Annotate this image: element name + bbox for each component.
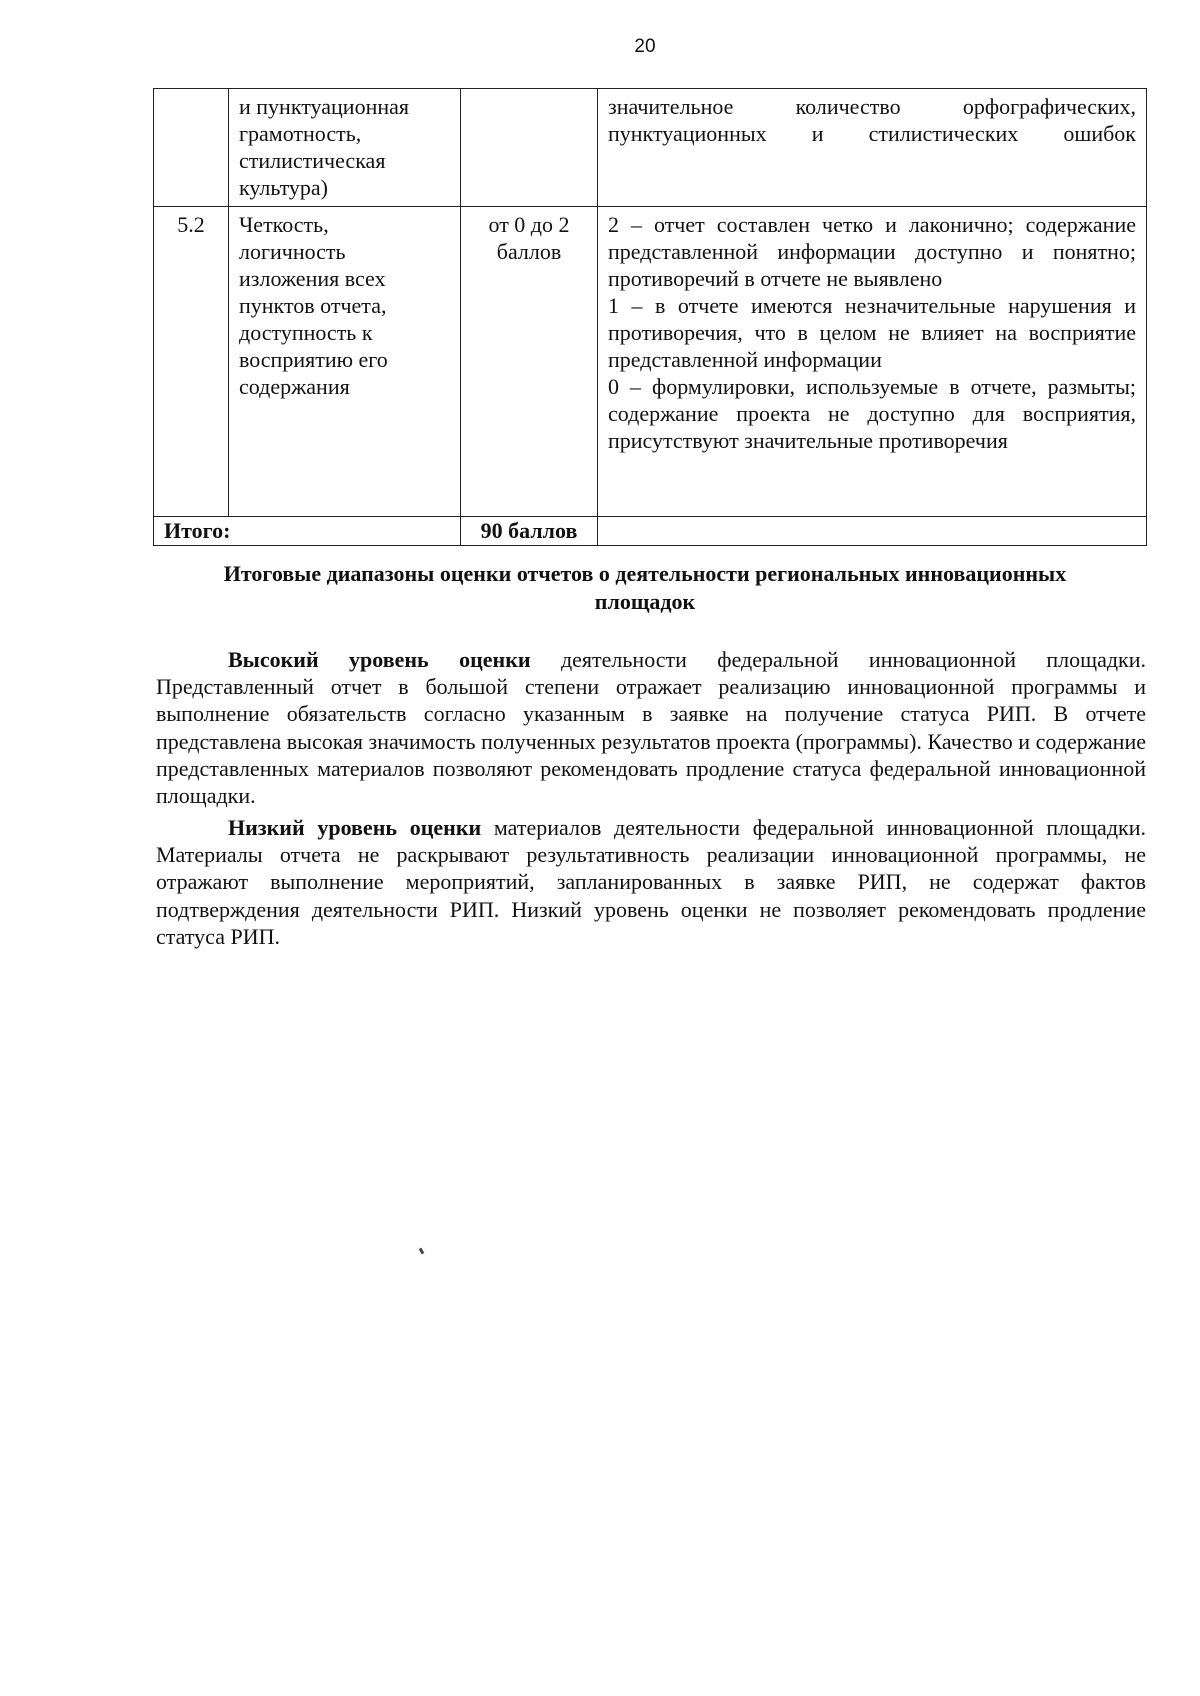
criteria-table	[153, 88, 1147, 546]
criterion-number	[154, 89, 229, 207]
section-heading: Итоговые диапазоны оценки отчетов о деятельности региональных инновационных площадок	[223, 561, 1067, 614]
low-level-paragraph	[156, 814, 1146, 950]
criterion-name: и пунктуационная грамотность, стилистическая культура)	[229, 89, 461, 207]
description-paragraph: 0 – формулировки, используемые в отчете, размыты; содержание проекта не доступно для восприятия, присутствуют значительные противоречия	[608, 374, 1136, 453]
high-level-paragraph	[156, 646, 1146, 809]
criterion-description	[598, 207, 1147, 517]
total-description	[598, 517, 1147, 546]
criterion-score	[461, 89, 598, 207]
description-paragraph: значительное количество орфографических, пунктуационных и стилистических ошибок	[608, 94, 1136, 146]
total-label: Итого:	[154, 517, 461, 546]
table-total-row	[154, 517, 1147, 546]
high-level-text: деятельности федеральной инновационной площадки. Представленный отчет в большой степени отражает реализацию инновационной программы и выполнение обязательств согласно указанным в заявке на получение статуса РИП. В отчете представлена высокая значимость полученных результатов проекта (программы). Качество и содержание представленных материалов позволяют рекомендовать продление статуса федеральной инновационной площадки.	[156, 647, 1146, 809]
description-paragraph: 1 – в отчете имеются незначительные нарушения и противоречия, что в целом не влияет на восприятие представленной информации	[608, 293, 1136, 372]
total-score: 90 баллов	[461, 517, 598, 546]
page-number: 20	[634, 36, 656, 57]
table-row	[154, 89, 1147, 207]
high-level-lead: Высокий уровень оценки	[228, 647, 531, 672]
low-level-lead: Низкий уровень оценки	[228, 815, 482, 840]
low-level-text: материалов деятельности федеральной инновационной площадки. Материалы отчета не раскрывают результативность реализации инновационной программы, не отражают выполнение мероприятий, запланированных в заявке РИП, не содержат фактов подтверждения деятельности РИП. Низкий уровень оценки не позволяет рекомендовать продление статуса РИП.	[156, 815, 1146, 949]
scan-artifact	[419, 1248, 425, 1255]
criterion-number: 5.2	[154, 207, 229, 517]
criterion-score: от 0 до 2 баллов	[461, 207, 598, 517]
table-row	[154, 207, 1147, 517]
criterion-description	[598, 89, 1147, 207]
criterion-name: Четкость, логичность изложения всех пунктов отчета, доступность к восприятию его содержания	[229, 207, 461, 517]
description-paragraph: 2 – отчет составлен четко и лаконично; содержание представленной информации доступно и понятно; противоречий в отчете не выявлено	[608, 212, 1136, 291]
